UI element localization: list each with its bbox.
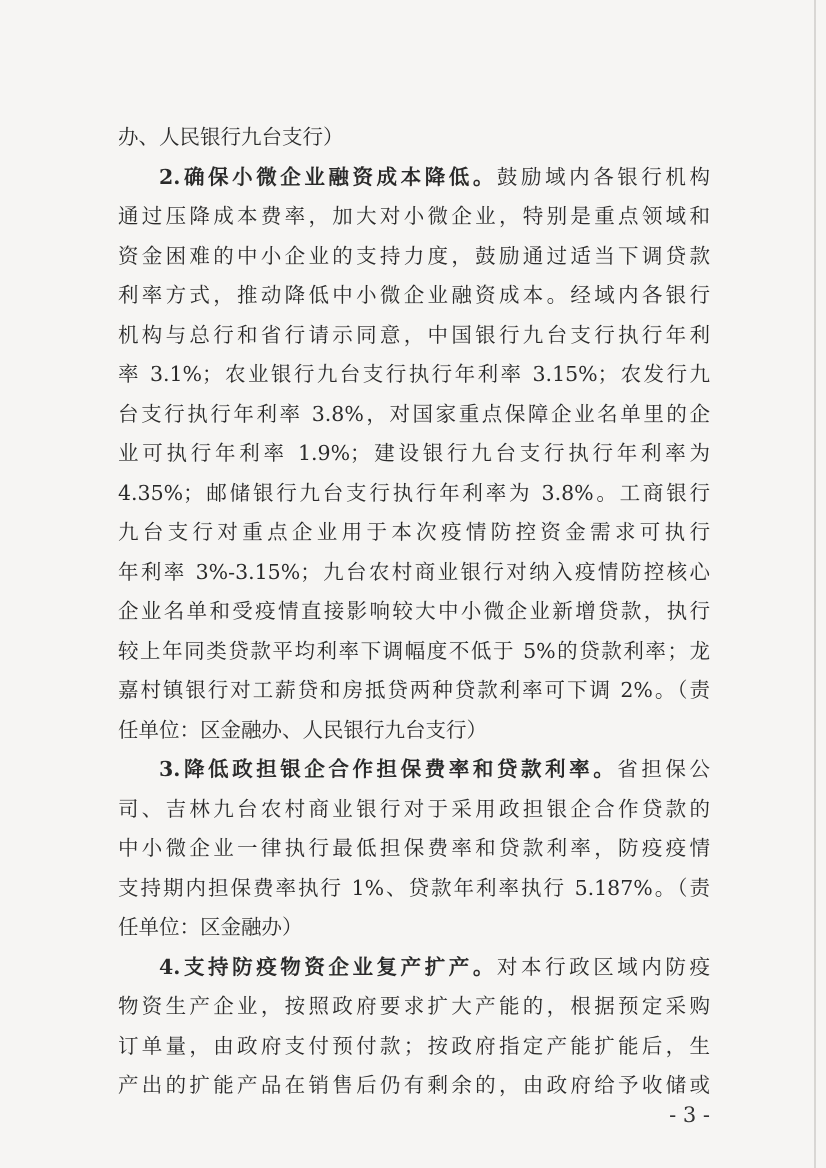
text-line (118, 197, 710, 237)
text-segment: 台支行执行年利率 3.8%，对国家重点保障企业名单里的企 (118, 401, 710, 426)
text-segment: 物资生产企业，按照政府要求扩大产能的，根据预定采购 (118, 994, 710, 1018)
text-segment: 企业名单和受疫情直接影响较大中小微企业新增贷款，执行 (118, 599, 710, 623)
text-line (118, 671, 710, 711)
text-segment: 办、人民银行九台支行） (118, 125, 344, 149)
text-line (118, 908, 710, 948)
text-line (118, 711, 710, 751)
text-line (118, 948, 710, 988)
page-edge-shadow (814, 0, 816, 1168)
text-line (118, 276, 710, 316)
text-line (118, 434, 710, 474)
text-line (118, 158, 710, 198)
text-segment: 省担保公 (617, 757, 710, 781)
text-segment: 机构与总行和省行请示同意，中国银行九台支行执行年利 (118, 322, 710, 347)
text-segment: 支持期内担保费率执行 1%、贷款年利率执行 5.187%。（责 (118, 875, 710, 900)
text-segment: 嘉村镇银行对工薪贷和房抵贷两种贷款利率可下调 2%。（责 (118, 678, 710, 702)
text-line (118, 513, 710, 553)
text-line (118, 355, 710, 395)
text-segment: 年利率 3%-3.15%；九台农村商业银行对纳入疫情防控核心 (118, 559, 710, 584)
text-segment: 司、吉林九台农村商业银行对于采用政担银企合作贷款的 (118, 796, 710, 821)
text-line (118, 118, 710, 158)
text-line (118, 592, 710, 632)
text-line (118, 869, 710, 909)
text-line (118, 987, 710, 1027)
text-segment: 通过压降成本费率，加大对小微企业，特别是重点领域和 (118, 204, 710, 228)
text-segment: 较上年同类贷款平均利率下调幅度不低于 5%的贷款利率；龙 (118, 638, 710, 663)
text-segment: 业可执行年利率 1.9%；建设银行九台支行执行年利率为 (118, 441, 710, 465)
text-segment: 任单位：区金融办、人民银行九台支行） (118, 717, 487, 742)
text-line (118, 474, 710, 514)
section-heading-2: 2.确保小微企业融资成本降低。 (159, 164, 497, 189)
section-heading-4: 4.支持防疫物资企业复产扩产。 (159, 954, 497, 979)
text-line (118, 316, 710, 356)
text-line (118, 829, 710, 869)
text-line (118, 395, 710, 435)
section-heading-3: 3.降低政担银企合作担保费率和贷款利率。 (159, 757, 618, 781)
text-segment: 资金困难的中小企业的支持力度，鼓励通过适当下调贷款 (118, 243, 710, 268)
document-body (118, 118, 710, 1106)
text-segment: 订单量，由政府支付预付款；按政府指定产能扩能后，生 (118, 1033, 710, 1058)
text-segment: 任单位：区金融办） (118, 915, 303, 939)
text-line (118, 750, 710, 790)
page-number: - 3 - (669, 1103, 710, 1127)
text-line (118, 632, 710, 672)
text-line (118, 790, 710, 830)
text-segment: 利率方式，推动降低中小微企业融资成本。经域内各银行 (118, 283, 710, 307)
text-line (118, 1066, 710, 1106)
text-segment: 对本行政区域内防疫 (496, 954, 711, 979)
text-line (118, 237, 710, 277)
text-segment: 产出的扩能产品在销售后仍有剩余的，由政府给予收储或 (118, 1073, 710, 1097)
text-line (118, 1027, 710, 1067)
text-segment: 4.35%；邮储银行九台支行执行年利率为 3.8%。工商银行 (118, 480, 710, 505)
text-line (118, 553, 710, 593)
text-segment: 率 3.1%；农业银行九台支行执行年利率 3.15%；农发行九 (118, 362, 710, 386)
text-segment: 九台支行对重点企业用于本次疫情防控资金需求可执行 (118, 520, 710, 544)
text-segment: 中小微企业一律执行最低担保费率和贷款利率，防疫疫情 (118, 836, 710, 860)
text-segment: 鼓励域内各银行机构 (496, 164, 711, 189)
